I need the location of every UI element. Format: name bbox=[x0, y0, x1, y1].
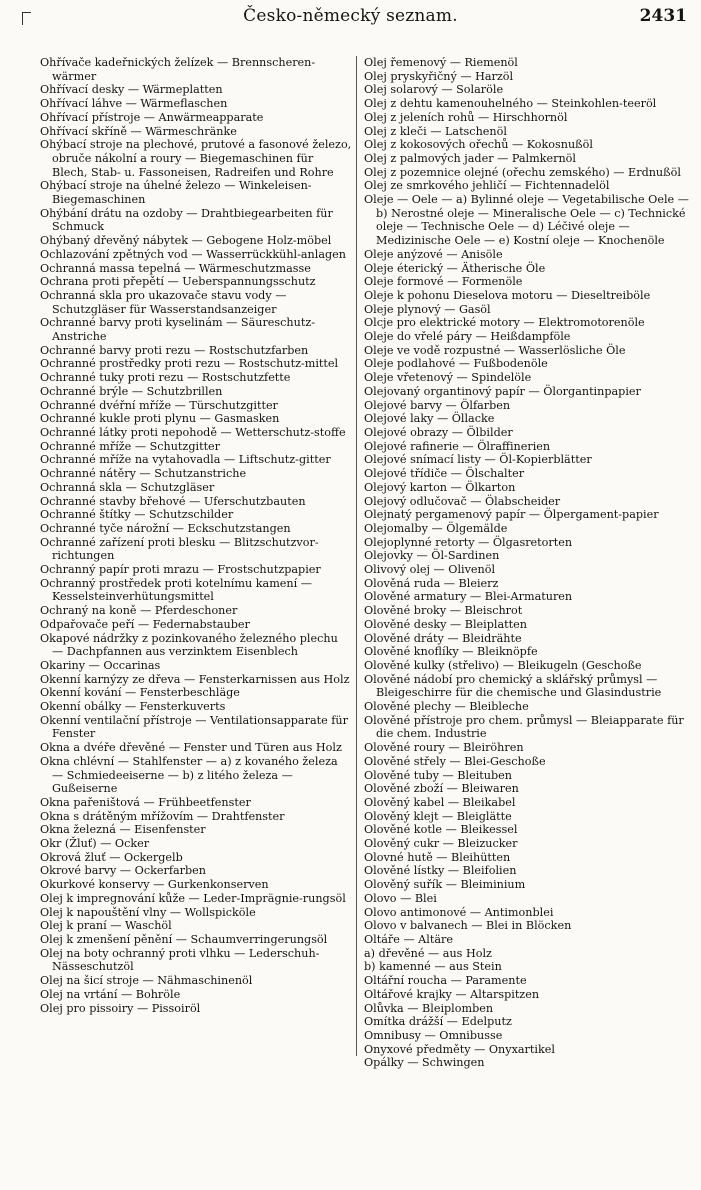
index-entry: Ochranné barvy proti kyselinám — Säureschutz-Anstriche bbox=[40, 316, 315, 344]
index-entry: Olej z jeleních rohů — Hirschhornöl bbox=[364, 110, 568, 124]
index-entry: Ochranné zařízení proti blesku — Blitzschutzvor-richtungen bbox=[40, 535, 319, 563]
index-entry: Ochranné mříže — Schutzgitter bbox=[40, 439, 221, 453]
index-entry: Olejový karton — Ölkarton bbox=[364, 480, 516, 494]
index-entry: Oleje plynový — Gasöl bbox=[364, 302, 491, 316]
index-entry: Olejový odlučovač — Ölabscheider bbox=[364, 494, 561, 508]
index-entry: Ochranné kukle proti plynu — Gasmasken bbox=[40, 412, 280, 426]
index-entry: Oltáře — Altäre bbox=[364, 933, 453, 946]
index-entry: Olej na šicí stroje — Nähmaschinenöl bbox=[40, 974, 253, 988]
index-entry: Okapové nádržky z pozinkovaného železného plechu — Dachpfannen aus verzinktem Eisenblech bbox=[40, 631, 338, 659]
index-entry: Ohýbaný dřevěný nábytek — Gebogene Holz-möbel bbox=[40, 234, 332, 248]
index-entry: Olověné lístky — Bleifolien bbox=[364, 864, 517, 878]
index-entry: Okna a dvéře dřevěné — Fenster und Türen aus Holz bbox=[40, 741, 342, 755]
index-entry: Olověné plechy — Bleibleche bbox=[364, 700, 529, 714]
index-entry: Olejové obrazy — Ölbilder bbox=[364, 425, 513, 439]
index-entry: Olejovky — Öl-Sardinen bbox=[364, 549, 500, 563]
index-entry: Omnibusy — Omnibusse bbox=[364, 1028, 503, 1042]
index-entry: Olejnatý pergamenový papír — Ölpergament-papier bbox=[364, 508, 659, 522]
page-header bbox=[0, 4, 701, 30]
index-entry: Olověné knoflíky — Bleiknöpfe bbox=[364, 645, 538, 659]
index-entry: Ochranné štítky — Schutzschilder bbox=[40, 508, 234, 522]
index-entry: Oleje — Oele — a) Bylinné oleje — Vegetabilische Oele — b) Nerostné oleje — Mineralische Oele — c) Technické oleje — Technische Oele — d) Léčivé oleje — Medizinische Oele — e) Kostní oleje — Knochenöle bbox=[364, 193, 689, 248]
index-entry: Olověné přístroje pro chem. průmysl — Bleiapparate für die chem. Industrie bbox=[364, 713, 684, 741]
index-entry: Olej k napouštění vlny — Wollspicköle bbox=[40, 905, 256, 919]
index-entry: Oleje podlahové — Fußbodenöle bbox=[364, 357, 548, 371]
index-entry: Ochranná skla pro ukazovače stavu vody — Schutzgläser für Wasserstandsanzeiger bbox=[40, 288, 287, 316]
column-divider bbox=[356, 56, 357, 1056]
index-entry: Oleje do vřelé páry — Heißdampföle bbox=[364, 330, 571, 344]
index-entry: Okna železná — Eisenfenster bbox=[40, 823, 206, 837]
index-entry: Ochranné dvéřní mříže — Türschutzgitter bbox=[40, 398, 278, 412]
index-entry: Okrové barvy — Ockerfarben bbox=[40, 864, 206, 878]
index-entry: Olověné roury — Bleiröhren bbox=[364, 741, 524, 755]
index-entry: Ohřívače kadeřnických želízek — Brennscheren-wärmer bbox=[40, 56, 316, 83]
index-entry: Olověný klejt — Bleiglätte bbox=[364, 809, 512, 823]
index-entry: Ochranný papír proti mrazu — Frostschutzpapier bbox=[40, 563, 321, 577]
index-entry: Olej z kleči — Latschenöl bbox=[364, 124, 507, 138]
index-entry: Olověný kabel — Bleikabel bbox=[364, 795, 516, 809]
index-entry: Ochranná skla — Schutzgläser bbox=[40, 480, 215, 494]
index-entry: Oltářové krajky — Altarspitzen bbox=[364, 987, 540, 1001]
right-column bbox=[364, 56, 690, 1070]
index-entry: Olověné armatury — Blei-Armaturen bbox=[364, 590, 573, 604]
index-entry: Olověné střely — Blei-Geschoße bbox=[364, 754, 546, 768]
index-entry: Ohřívací desky — Wärmeplatten bbox=[40, 83, 223, 97]
index-entry: Ohýbací stroje na plechové, prutové a fasonové železo, obruče nákolní a roury — Biegemaschinen für Blech, Stab- u. Fassoneisen, Radreifen und Rohre bbox=[40, 138, 352, 179]
index-entry: b) kamenné — aus Stein bbox=[364, 960, 502, 974]
index-entry: Ochraný na koně — Pferdeschoner bbox=[40, 604, 238, 618]
index-entry: Oltářní roucha — Paramente bbox=[364, 974, 527, 988]
index-entry: Ochranné barvy proti rezu — Rostschutzfarben bbox=[40, 343, 309, 357]
index-entry: Okna chlévní — Stahlfenster — a) z kovaného železa — Schmiedeeiserne — b) z litého železa — Gußeiserne bbox=[40, 754, 338, 796]
index-entry: Olejové rafinerie — Ölraffinerien bbox=[364, 439, 551, 453]
index-entry: Ohřívací láhve — Wärmeflaschen bbox=[40, 97, 228, 111]
index-entry: Olověná ruda — Bleierz bbox=[364, 576, 499, 590]
index-entry: Olůvka — Bleiplomben bbox=[364, 1001, 494, 1015]
index-entry: Olej na vrtání — Bohröle bbox=[40, 987, 181, 1001]
index-entry: Ochranné nátěry — Schutzanstriche bbox=[40, 467, 247, 481]
index-entry: Olcje pro elektrické motory — Elektromotorenöle bbox=[364, 316, 645, 330]
index-entry: Olovo v balvanech — Blei in Blöcken bbox=[364, 919, 572, 933]
index-entry: Okariny — Occarinas bbox=[40, 658, 161, 672]
index-entry: Olej solarový — Solaröle bbox=[364, 83, 504, 97]
index-entry: Olovné hutě — Bleihütten bbox=[364, 850, 511, 864]
index-entry: Ochranné prostředky proti rezu — Rostschutz-mittel bbox=[40, 357, 339, 371]
index-entry: Okenní ventilační přístroje — Ventilationsapparate für Fenster bbox=[40, 713, 348, 741]
index-entry: Olej k zmenšení pěnění — Schaumverringerungsöl bbox=[40, 933, 328, 946]
index-entry: Okurkové konservy — Gurkenkonserven bbox=[40, 878, 269, 892]
index-entry: Olejoplynné retorty — Ölgasretorten bbox=[364, 535, 573, 549]
index-entry: Olověné kulky (střelivo) — Bleikugeln (Geschoße bbox=[364, 658, 642, 672]
index-entry: Olovo — Blei bbox=[364, 891, 437, 905]
index-entry: Olej k impregnování kůže — Leder-Imprägnie-rungsöl bbox=[40, 891, 346, 905]
page-number: 2431 bbox=[639, 6, 687, 26]
index-entry: Ochranné brýle — Schutzbrillen bbox=[40, 384, 223, 398]
index-entry: Opálky — Schwingen bbox=[364, 1056, 485, 1070]
index-entry: Oleje ve vodě rozpustné — Wasserlösliche Öle bbox=[364, 343, 626, 357]
index-entry: Okrová žluť — Ockergelb bbox=[40, 850, 183, 864]
index-entry: Omítka drážší — Edelputz bbox=[364, 1015, 512, 1029]
index-entry: Oleje vřetenový — Spindelöle bbox=[364, 371, 532, 385]
index-entry: Ochranné látky proti nepohodě — Wetterschutz-stoffe bbox=[40, 425, 346, 439]
index-entry: Ohýbací stroje na úhelné železo — Winkeleisen-Biegemaschinen bbox=[40, 179, 312, 207]
index-entry: Olejové laky — Öllacke bbox=[364, 412, 495, 426]
index-entry: Olejové snímací listy — Öl-Kopierblätter bbox=[364, 453, 592, 467]
index-entry: Olověné dráty — Bleidrähte bbox=[364, 631, 522, 645]
index-entry: Olověné kotle — Bleikessel bbox=[364, 823, 518, 837]
index-entry: Olejovaný organtinový papír — Ölorgantinpapier bbox=[364, 384, 641, 398]
index-entry: Olejové třídiče — Ölschalter bbox=[364, 467, 525, 481]
index-entry: Ochrana proti přepětí — Ueberspannungsschutz bbox=[40, 275, 316, 289]
index-entry: Oleje éterický — Ätherische Öle bbox=[364, 261, 546, 275]
index-entry: Olej pro pissoiry — Pissoiröl bbox=[40, 1001, 201, 1015]
index-entry: Ochlazování zpětných vod — Wasserrückkühl-anlagen bbox=[40, 247, 346, 261]
index-entry: Olověné desky — Bleiplatten bbox=[364, 617, 527, 631]
index-entry: Onyxové předměty — Onyxartikel bbox=[364, 1042, 555, 1056]
index-entry: Olověné zboží — Bleiwaren bbox=[364, 782, 519, 796]
index-entry: Olověné broky — Bleischrot bbox=[364, 604, 523, 618]
index-entry: Olej z palmových jader — Palmkernöl bbox=[364, 151, 576, 165]
index-entry: Olovo antimonové — Antimonblei bbox=[364, 905, 554, 919]
index-entry: Oleje anýzové — Anisöle bbox=[364, 247, 503, 261]
index-entry: Olejomalby — Ölgemälde bbox=[364, 521, 508, 535]
index-entry: Olej z kokosových ořechů — Kokosnußöl bbox=[364, 138, 593, 152]
index-entry: Olivový olej — Olivenöl bbox=[364, 563, 496, 577]
index-entry: Ohýbání drátu na ozdoby — Drahtbiegearbeiten für Schmuck bbox=[40, 206, 333, 234]
index-entry: Ohřívací přístroje — Anwärmeapparate bbox=[40, 110, 264, 124]
page-title: Česko-německý seznam. bbox=[243, 6, 458, 26]
index-entry: Okr (Žluť) — Ocker bbox=[40, 837, 150, 851]
index-entry: Olej na boty ochranný proti vlhku — Lederschuh-Nässeschutzöl bbox=[40, 946, 320, 974]
index-entry: Okenní kování — Fensterbeschläge bbox=[40, 686, 240, 700]
index-entry: Oleje formové — Formenöle bbox=[364, 275, 523, 289]
index-entry: Olej k praní — Waschöl bbox=[40, 919, 172, 933]
index-entry: Ochranné tyče nárožní — Eckschutzstangen bbox=[40, 521, 291, 535]
index-entry: Okna s drátěným mřížovím — Drahtfenster bbox=[40, 809, 285, 823]
index-entry: Olej z pozemnice olejné (ořechu zemského) — Erdnußöl bbox=[364, 165, 681, 179]
index-entry: a) dřevěné — aus Holz bbox=[364, 946, 492, 960]
index-entry: Olověné tuby — Bleituben bbox=[364, 768, 512, 782]
index-entry: Olej z dehtu kamenouhelného — Steinkohlen-teeröl bbox=[364, 97, 657, 111]
index-entry: Olej ze smrkového jehličí — Fichtennadelöl bbox=[364, 179, 610, 193]
index-entry: Olověný suřík — Bleiminium bbox=[364, 878, 526, 892]
index-entry: Ochranná massa tepelná — Wärmeschutzmasse bbox=[40, 261, 311, 275]
left-column bbox=[40, 56, 352, 1015]
index-entry: Olejové barvy — Ölfarben bbox=[364, 398, 511, 412]
index-entry: Odpařovače peří — Federnabstauber bbox=[40, 617, 250, 631]
index-entry: Okenní karnýzy ze dřeva — Fensterkarnissen aus Holz bbox=[40, 672, 350, 686]
index-entry: Okna pařeništová — Frühbeetfenster bbox=[40, 795, 251, 809]
index-entry: Olověný cukr — Bleizucker bbox=[364, 837, 518, 851]
index-entry: Ochranné mříže na vytahovadla — Liftschutz-gitter bbox=[40, 453, 331, 467]
index-entry: Olej řemenový — Riemenöl bbox=[364, 56, 518, 69]
index-entry: Ochranné stavby břehové — Uferschutzbauten bbox=[40, 494, 306, 508]
index-entry: Ochranné tuky proti rezu — Rostschutzfette bbox=[40, 371, 291, 385]
index-entry: Ohřívací skříně — Wärmeschränke bbox=[40, 124, 237, 138]
index-entry: Oleje k pohonu Dieselova motoru — Dieseltreiböle bbox=[364, 288, 651, 302]
index-entry: Olej pryskyřičný — Harzöl bbox=[364, 69, 514, 83]
index-entry: Ochranný prostředek proti kotelnímu kamení — Kesselsteinverhütungsmittel bbox=[40, 576, 312, 604]
index-entry: Olověné nádobí pro chemický a sklářský průmysl — Bleigeschirre für die chemische und Glasindustrie bbox=[364, 672, 662, 700]
index-entry: Okenní obálky — Fensterkuverts bbox=[40, 700, 226, 714]
